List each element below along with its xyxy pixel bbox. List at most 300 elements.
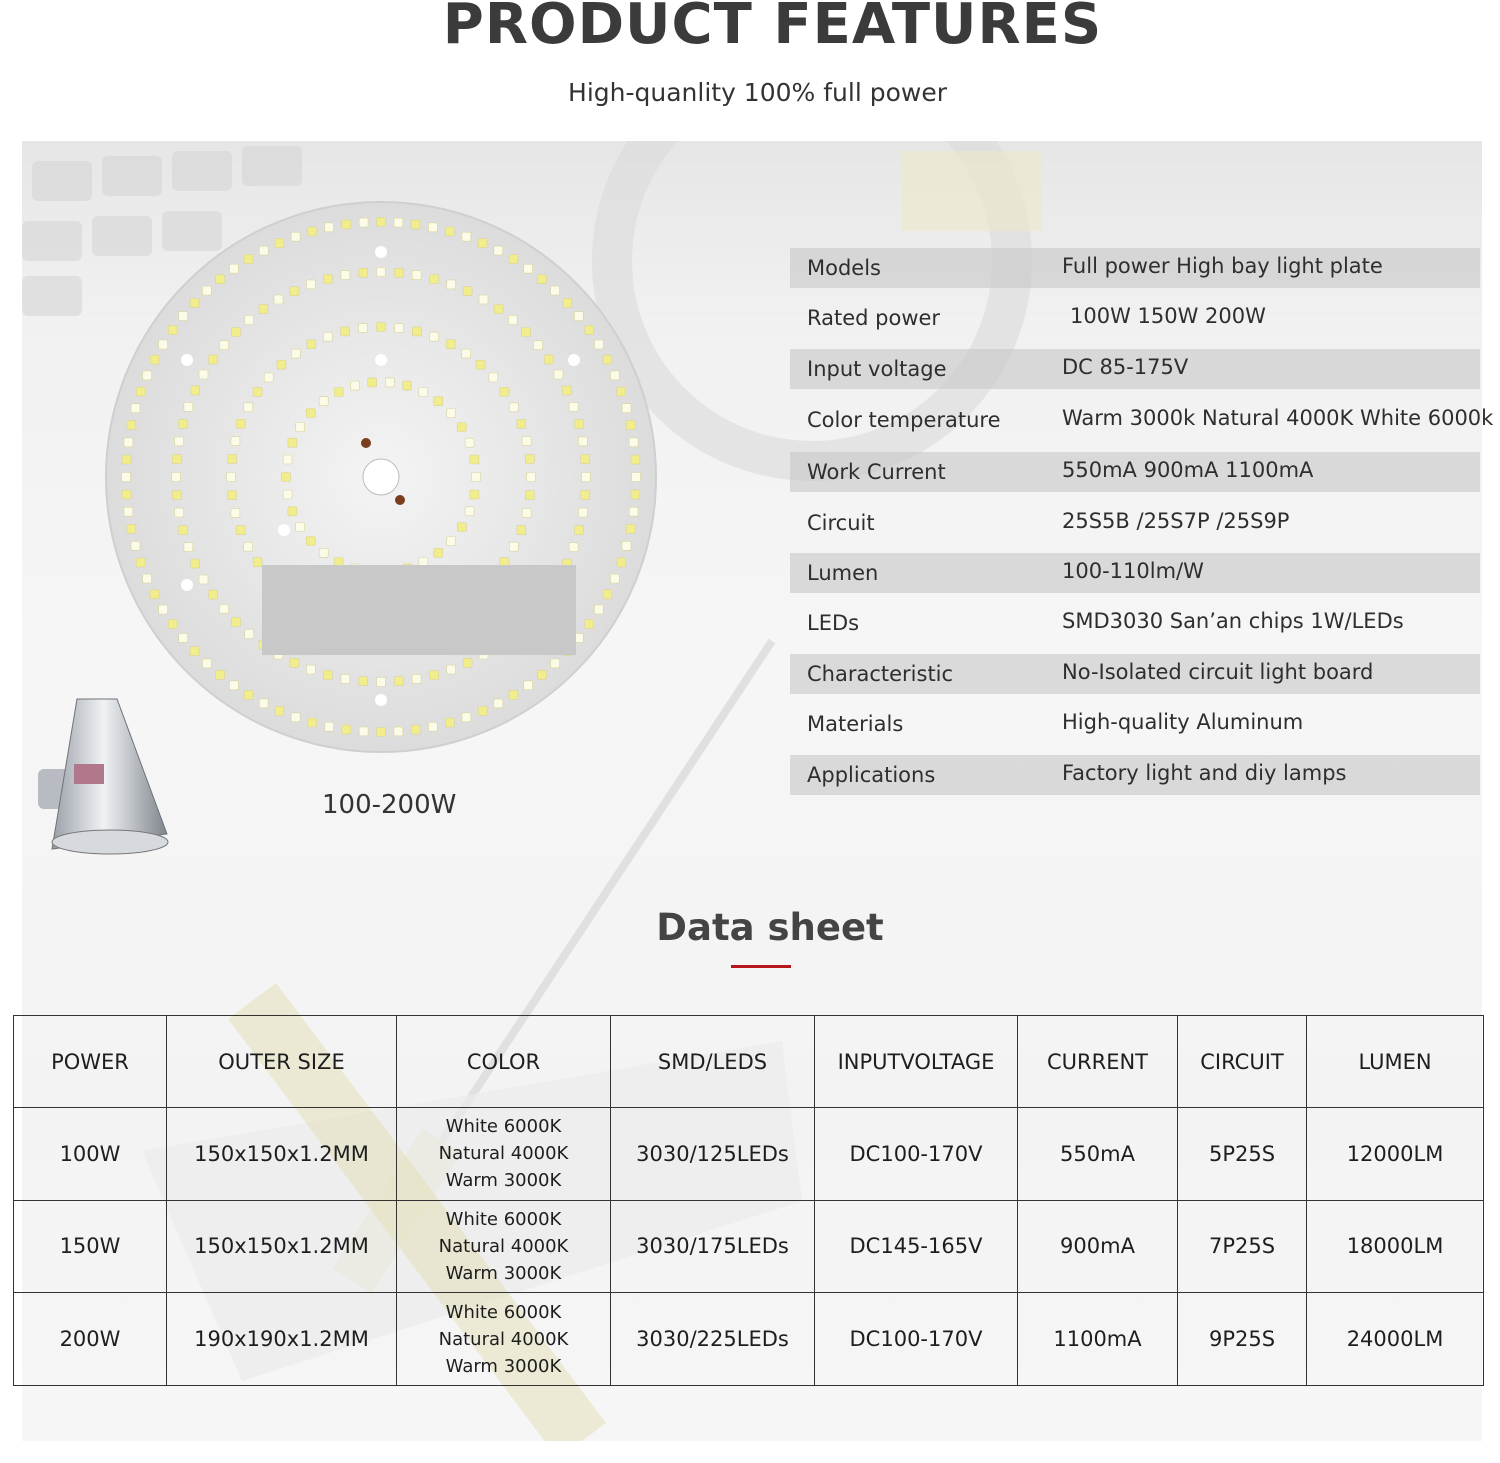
led-chip [275,706,284,715]
led-chip [359,727,368,736]
led-chip [385,378,394,387]
led-chip [377,678,386,687]
cell-outer-size: 150x150x1.2MM [167,1200,397,1293]
led-chip [534,341,543,350]
cell-lumen: 24000LM [1307,1293,1484,1386]
led-chip [524,681,533,690]
led-board-illustration [104,200,658,754]
led-chip [244,255,253,264]
led-chip [307,340,316,349]
led-chip [479,295,488,304]
cell-smd-leds: 3030/225LEDs [611,1293,815,1386]
led-chip [445,227,454,236]
datasheet-title: Data sheet [656,906,884,949]
led-chip [603,590,612,599]
led-chip [202,286,211,295]
led-chip [472,473,481,482]
led-chip [463,658,472,667]
cell-input-voltage: DC100-170V [815,1108,1018,1201]
led-chip [554,370,563,379]
led-chip [434,548,443,557]
led-chip [306,665,315,674]
led-chip [622,404,631,413]
spec-label: Work Current [807,460,946,484]
column-header-outer-size: OUTER SIZE [167,1016,397,1108]
led-chip [150,590,159,599]
high-bay-lamp-image [32,694,172,864]
spec-row [790,553,1480,593]
led-chip [231,508,240,517]
led-chip [537,275,546,284]
column-header-input-voltage: INPUTVOLTAGE [815,1016,1018,1108]
led-chip [522,508,531,517]
led-chip [610,371,619,380]
led-chip [527,473,536,482]
led-chip [489,373,498,382]
led-chip [209,355,218,364]
led-chip [626,421,635,430]
led-chip [308,718,317,727]
led-chip [179,526,188,535]
spec-label: Applications [807,763,936,787]
table-row [14,1200,1484,1293]
led-chip [319,548,328,557]
led-chip [127,421,136,430]
spec-row [790,452,1480,492]
led-chip [412,271,421,280]
led-chip [478,239,487,248]
cell-color [397,1293,611,1386]
led-chip [569,402,578,411]
page-subtitle: High-quanlity 100% full power [568,78,947,107]
led-chip [412,674,421,683]
led-chip [434,397,443,406]
led-chip [319,397,328,406]
led-chip [274,295,283,304]
led-chip [626,524,635,533]
spec-label: Models [807,256,881,280]
led-chip [525,491,534,500]
cell-power: 100W [14,1108,167,1201]
spec-value: 100-110lm/W [1062,559,1204,583]
led-chip [184,543,193,552]
led-chip [517,526,526,535]
led-chip [306,537,315,546]
led-chip [551,286,560,295]
spec-row [790,400,1494,440]
spec-row [790,654,1480,694]
spec-value: 25S5B /25S7P /25S9P [1062,509,1290,533]
led-chip [575,419,584,428]
led-chip [617,387,626,396]
led-chip [172,455,181,464]
datasheet-table [13,1015,1484,1386]
column-header-power: POWER [14,1016,167,1108]
led-chip [323,671,332,680]
led-chip [190,298,199,307]
led-chip [253,558,262,567]
led-chip [150,355,159,364]
led-chip [191,386,200,395]
led-chip [581,455,590,464]
led-chip [358,324,367,333]
led-chip [127,524,136,533]
spec-row [790,704,1480,744]
led-chip [509,255,518,264]
led-chip [172,473,181,482]
table-row [14,1108,1484,1201]
led-chip [334,388,343,397]
led-chip [306,280,315,289]
led-chip [325,722,334,731]
led-chip [172,490,181,499]
led-chip [283,455,292,464]
cell-current: 550mA [1018,1108,1178,1201]
cell-current: 900mA [1018,1200,1178,1293]
led-chip [359,218,368,227]
led-chip [581,490,590,499]
led-chip [244,542,253,551]
led-chip [377,728,386,737]
led-chip [179,312,188,321]
led-chip [122,490,131,499]
led-chip [522,437,531,446]
led-chip [419,388,428,397]
led-chip [184,402,193,411]
cell-lumen: 12000LM [1307,1108,1484,1201]
led-chip [179,419,188,428]
led-chip [143,371,152,380]
led-chip [131,541,140,550]
led-chip [131,404,140,413]
led-chip [232,618,241,627]
led-chip [179,633,188,642]
spec-label: Rated power [807,306,941,330]
color-option: Natural 4000K [438,1328,569,1350]
led-chip [168,620,177,629]
spec-value: DC 85-175V [1062,355,1189,379]
led-chip [236,419,245,428]
led-board-image [104,200,658,754]
led-chip [341,674,350,683]
cell-smd-leds: 3030/175LEDs [611,1200,815,1293]
led-chip [229,681,238,690]
high-bay-lamp-icon [32,694,172,864]
spec-value: Factory light and diy lamps [1062,761,1347,785]
led-chip [122,473,131,482]
column-header-lumen: LUMEN [1307,1016,1484,1108]
led-chip [428,223,437,232]
color-option: Natural 4000K [438,1235,569,1257]
led-chip [629,438,638,447]
color-option: Warm 3000K [445,1170,562,1192]
led-chip [245,316,254,325]
led-chip [296,523,305,532]
spec-row [790,349,1480,389]
spec-value: Warm 3000k Natural 4000K White 6000k [1062,406,1494,430]
led-chip [282,473,291,482]
led-chip [509,690,518,699]
led-chip [264,373,273,382]
spec-value: 100W 150W 200W [1070,304,1266,328]
led-chip [342,725,351,734]
led-chip [462,232,471,241]
led-chip [191,559,200,568]
led-chip [175,508,184,517]
color-option: White 6000K [445,1301,562,1323]
led-chip [430,671,439,680]
led-chip [582,473,591,482]
led-chip [394,268,403,277]
spec-value: No-Isolated circuit light board [1062,660,1374,684]
led-chip [470,455,479,464]
led-chip [494,305,503,314]
cell-power: 200W [14,1293,167,1386]
datasheet-header-row [14,1016,1484,1108]
led-chip [457,523,466,532]
led-chip [457,423,466,432]
color-option: White 6000K [445,1208,562,1230]
cell-outer-size: 150x150x1.2MM [167,1108,397,1201]
led-chip [291,349,300,358]
column-header-color: COLOR [397,1016,611,1108]
led-chip [522,328,531,337]
led-chip [411,220,420,229]
led-chip [509,403,518,412]
spec-value: High-quality Aluminum [1062,710,1304,734]
led-chip [524,264,533,273]
led-chip [411,725,420,734]
cell-smd-leds: 3030/125LEDs [611,1108,815,1201]
led-chip [447,537,456,546]
led-chip [290,287,299,296]
led-chip [227,473,236,482]
led-chip [446,340,455,349]
spec-value: SMD3030 San’an chips 1W/LEDs [1062,609,1404,633]
led-chip [359,268,368,277]
led-chip [394,727,403,736]
led-chip [447,409,456,418]
led-chip [585,620,594,629]
table-row [14,1293,1484,1386]
led-chip [428,722,437,731]
led-chip [394,218,403,227]
led-chip [175,437,184,446]
spec-label: Circuit [807,511,875,535]
led-chip [631,455,640,464]
led-chip [232,328,241,337]
led-chip [632,473,641,482]
led-chip [377,218,386,227]
cell-input-voltage: DC100-170V [815,1293,1018,1386]
led-chip [342,220,351,229]
led-chip [631,490,640,499]
cell-lumen: 18000LM [1307,1200,1484,1293]
led-chip [259,699,268,708]
led-chip [159,340,168,349]
led-chip [403,381,412,390]
led-chip [359,677,368,686]
led-chip [574,312,583,321]
led-chip [277,360,286,369]
column-header-current: CURRENT [1018,1016,1178,1108]
spec-row [790,755,1480,795]
color-option: Natural 4000K [438,1143,569,1165]
led-chip [159,605,168,614]
led-chip [325,223,334,232]
cell-outer-size: 190x190x1.2MM [167,1293,397,1386]
led-chip [244,403,253,412]
led-chip [562,386,571,395]
color-option: Warm 3000K [445,1262,562,1284]
led-chip [610,574,619,583]
led-chip [341,327,350,336]
led-chip [629,507,638,516]
led-chip [244,690,253,699]
led-chip [136,558,145,567]
led-chip [447,665,456,674]
led-chip [231,437,240,446]
led-chip [462,349,471,358]
led-chip [306,409,315,418]
led-chip [508,316,517,325]
led-chip [275,239,284,248]
datasheet-title-underline [731,965,791,968]
led-chip [465,438,474,447]
cell-current: 1100mA [1018,1293,1178,1386]
led-chip [168,325,177,334]
spec-label: Lumen [807,561,879,585]
led-chip [445,718,454,727]
spec-label: LEDs [807,611,860,635]
led-chip [228,491,237,500]
led-chip [236,526,245,535]
led-chip [412,327,421,336]
spec-label: Color temperature [807,408,1001,432]
led-chip [143,574,152,583]
led-chip [578,437,587,446]
led-chip [465,507,474,516]
led-chip [245,630,254,639]
led-chip [220,341,229,350]
led-chip [394,677,403,686]
led-chip [368,378,377,387]
led-chip [199,575,208,584]
spec-label: Materials [807,712,904,736]
led-chip [291,232,300,241]
led-chip [216,275,225,284]
led-chip [377,323,386,332]
spec-row [790,298,1480,338]
led-chip [551,659,560,668]
led-chip [220,604,229,613]
led-chip [190,647,199,656]
led-chip [122,455,131,464]
led-chip [447,280,456,289]
led-chip [617,558,626,567]
led-chip [377,268,386,277]
led-chip [585,325,594,334]
cell-circuit: 7P25S [1178,1200,1307,1293]
spec-label: Characteristic [807,662,954,686]
led-chip [199,370,208,379]
cell-circuit: 9P25S [1178,1293,1307,1386]
led-chip [308,227,317,236]
led-chip [259,246,268,255]
led-chip [537,670,546,679]
led-chip [544,355,553,364]
cell-input-voltage: DC145-165V [815,1200,1018,1293]
board-power-label: 100-200W [322,790,457,820]
led-chip [202,659,211,668]
led-chip [463,287,472,296]
led-chip [622,541,631,550]
led-chip [253,387,262,396]
led-chip [462,713,471,722]
led-chip [209,590,218,599]
led-chip [517,419,526,428]
spec-value: Full power High bay light plate [1062,254,1383,278]
led-chip [290,658,299,667]
led-chip [283,490,292,499]
led-chip [124,507,133,516]
led-chip [470,490,479,499]
led-chip [341,271,350,280]
spec-row [790,503,1480,543]
led-chip [323,332,332,341]
spec-value: 550mA 900mA 1100mA [1062,458,1314,482]
led-chip [578,508,587,517]
spec-label: Input voltage [807,357,947,381]
led-chip [494,699,503,708]
spec-row [790,603,1480,643]
led-chip [594,340,603,349]
cell-circuit: 5P25S [1178,1108,1307,1201]
led-chip [351,381,360,390]
page-title: PRODUCT FEATURES [442,0,1103,57]
spec-row [790,248,1480,288]
color-option: Warm 3000K [445,1355,562,1377]
led-chip [500,387,509,396]
led-chip [494,246,503,255]
led-chip [136,387,145,396]
led-chip [603,355,612,364]
column-header-smd-leds: SMD/LEDS [611,1016,815,1108]
led-chip [296,423,305,432]
led-chip [569,543,578,552]
cell-color [397,1200,611,1293]
led-chip [430,275,439,284]
led-chip [430,332,439,341]
led-chip [476,360,485,369]
led-chip [594,605,603,614]
led-chip [291,713,300,722]
led-chip [395,324,404,333]
led-chip [229,264,238,273]
column-header-circuit: CIRCUIT [1178,1016,1307,1108]
led-chip [124,438,133,447]
led-chip [575,526,584,535]
led-chip [288,438,297,447]
led-chip [563,298,572,307]
led-chip [509,542,518,551]
cell-color [397,1108,611,1201]
led-chip [525,454,534,463]
led-chip [478,706,487,715]
led-chip [288,507,297,516]
led-chip [323,275,332,284]
led-chip [216,670,225,679]
